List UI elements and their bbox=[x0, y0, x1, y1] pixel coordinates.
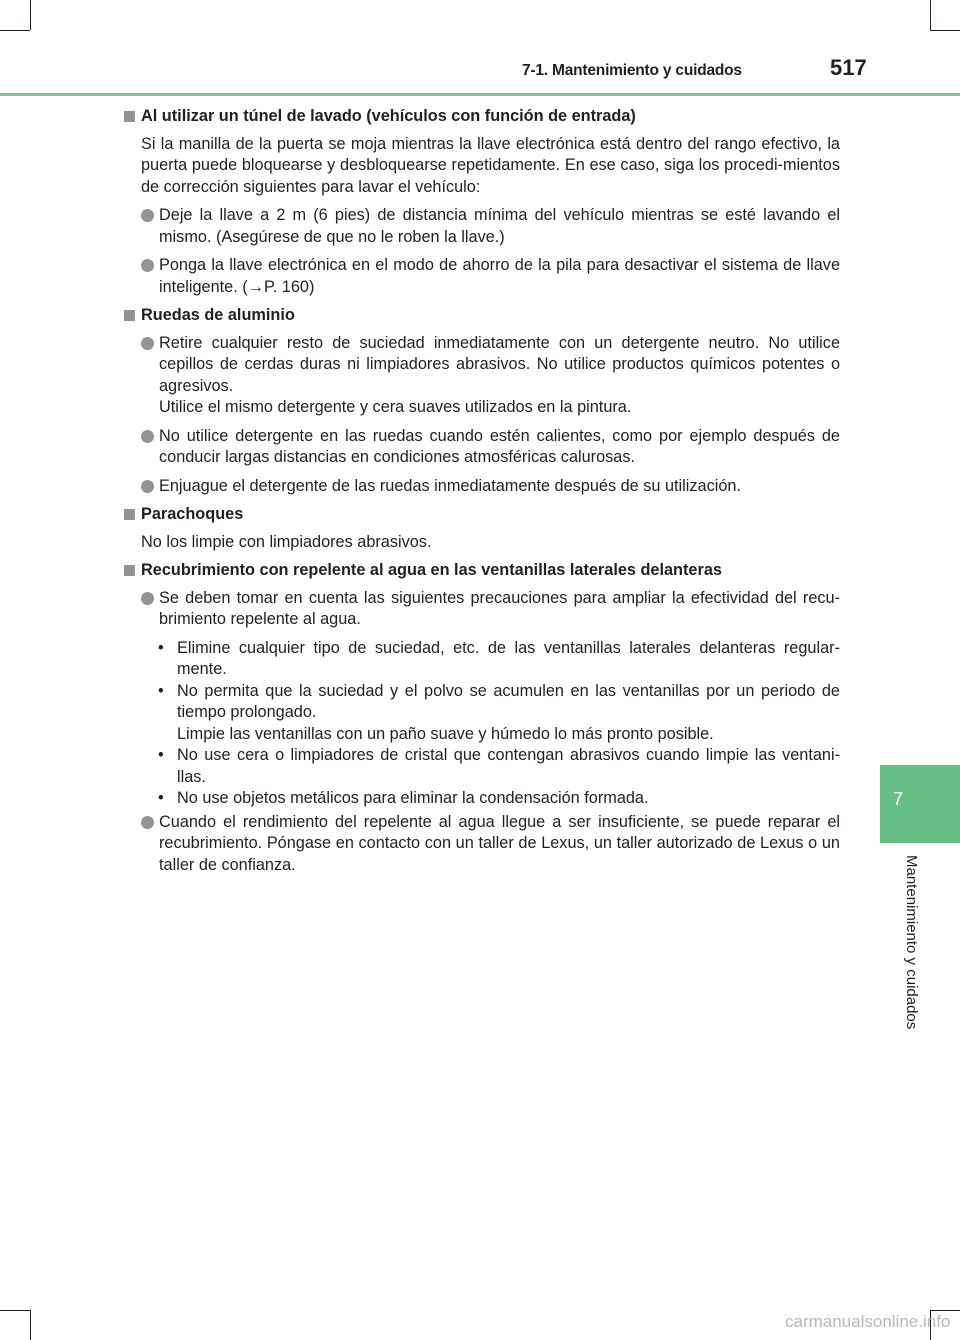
list-item bbox=[122, 476, 840, 498]
square-bullet-icon bbox=[124, 310, 135, 321]
crop-mark bbox=[930, 30, 960, 31]
page-number: 517 bbox=[830, 55, 867, 80]
item-text: Utilice el mismo detergente y cera suaves utilizados en la pintura. bbox=[159, 398, 632, 416]
item-text: Deje la llave a 2 m (6 pies) de distancia mínima del vehículo mientras se esté lavando el mismo. (Asegúrese de que no le roben la llave.) bbox=[159, 206, 840, 246]
chapter-title: Mantenimiento y cuidados bbox=[903, 855, 920, 1030]
square-bullet-icon bbox=[124, 565, 135, 576]
bullet-icon: • bbox=[158, 746, 164, 764]
crop-mark bbox=[0, 30, 30, 31]
item-text: No utilice detergente en las ruedas cuando estén calientes, como por ejemplo después de conducir largas distancias en condiciones atmosféricas calurosas. bbox=[159, 426, 840, 466]
square-bullet-icon bbox=[124, 509, 135, 520]
item-text: Se deben tomar en cuenta las siguientes precauciones para ampliar la efectividad del recu-brimiento repelente al agua. bbox=[159, 588, 840, 628]
bullet-icon: • bbox=[158, 789, 164, 807]
heading-text: Ruedas de aluminio bbox=[141, 306, 295, 324]
bullet-icon: • bbox=[158, 638, 164, 657]
paragraph: No los limpie con limpiadores abrasivos. bbox=[141, 532, 432, 551]
sub-list-item bbox=[122, 745, 840, 788]
crop-mark bbox=[0, 1310, 30, 1311]
heading-text: Parachoques bbox=[141, 505, 244, 523]
crop-mark bbox=[930, 0, 931, 30]
item-text: No use objetos metálicos para eliminar la condensación formada. bbox=[177, 789, 649, 807]
paragraph: Si la manilla de la puerta se moja mientras la llave electrónica está dentro del rango efectivo, la puerta puede bloquearse y desbloquearse repetidamente. En ese caso, siga los procedi-mientos de corrección siguientes para lavar el vehículo: bbox=[141, 134, 840, 196]
list-item bbox=[122, 588, 840, 631]
chapter-number: 7 bbox=[892, 789, 903, 809]
item-text: Retire cualquier resto de suciedad inmediatamente con un detergente neutro. No utilice cepillos de cerdas duras ni limpiadores abrasivos. No utilice productos químicos potentes o agresivos. bbox=[159, 333, 840, 395]
circle-bullet-icon bbox=[141, 209, 154, 222]
section-heading bbox=[122, 106, 840, 128]
list-item bbox=[122, 205, 840, 248]
bullet-icon: • bbox=[158, 681, 164, 700]
circle-bullet-icon bbox=[141, 259, 154, 272]
heading-text: Al utilizar un túnel de lavado (vehículos con función de entrada) bbox=[141, 107, 636, 125]
circle-bullet-icon bbox=[141, 337, 154, 350]
section-title: 7-1. Mantenimiento y cuidados bbox=[522, 62, 742, 79]
crop-mark bbox=[30, 0, 31, 30]
item-text: Enjuague el detergente de las ruedas inmediatamente después de su utilización. bbox=[159, 476, 741, 495]
item-text: No use cera o limpiadores de cristal que contengan abrasivos cuando limpie las ventani-llas. bbox=[177, 746, 840, 786]
list-item bbox=[122, 333, 840, 419]
square-bullet-icon bbox=[124, 111, 135, 122]
circle-bullet-icon bbox=[141, 480, 154, 493]
item-text: Cuando el rendimiento del repelente al agua llegue a ser insuficiente, se puede reparar el recubrimiento. Póngase en contacto con un taller de Lexus, un taller autorizado de Lexus o un taller de confianza. bbox=[159, 812, 840, 874]
heading-text: Recubrimiento con repelente al agua en las ventanillas laterales delanteras bbox=[141, 561, 722, 579]
item-text: Limpie las ventanillas con un paño suave y húmedo lo más pronto posible. bbox=[177, 724, 714, 743]
header-rule bbox=[0, 93, 960, 96]
list-item bbox=[122, 255, 840, 298]
chapter-tab bbox=[880, 765, 960, 843]
item-text: Elimine cualquier tipo de suciedad, etc. de las ventanillas laterales delanteras regular-mente. bbox=[177, 638, 840, 678]
item-text: No permita que la suciedad y el polvo se acumulen en las ventanillas por un periodo de tiempo prolongado. bbox=[177, 681, 840, 721]
page-content bbox=[122, 106, 840, 883]
watermark: carmanualsonline.info bbox=[785, 1312, 951, 1331]
item-text: Ponga la llave electrónica en el modo de ahorro de la pila para desactivar el sistema de llave inteligente. (→P. 160) bbox=[159, 256, 840, 296]
circle-bullet-icon bbox=[141, 816, 154, 829]
circle-bullet-icon bbox=[141, 430, 154, 443]
sub-list-item bbox=[122, 788, 840, 810]
list-item bbox=[122, 426, 840, 469]
list-item bbox=[122, 812, 840, 877]
sub-list bbox=[122, 638, 840, 810]
sub-list-item bbox=[122, 638, 840, 681]
crop-mark bbox=[930, 1310, 960, 1311]
circle-bullet-icon bbox=[141, 592, 154, 605]
sub-list-item bbox=[122, 681, 840, 746]
section-heading bbox=[122, 504, 840, 526]
section-heading bbox=[122, 305, 840, 327]
section-heading bbox=[122, 560, 840, 582]
crop-mark bbox=[30, 1310, 31, 1340]
